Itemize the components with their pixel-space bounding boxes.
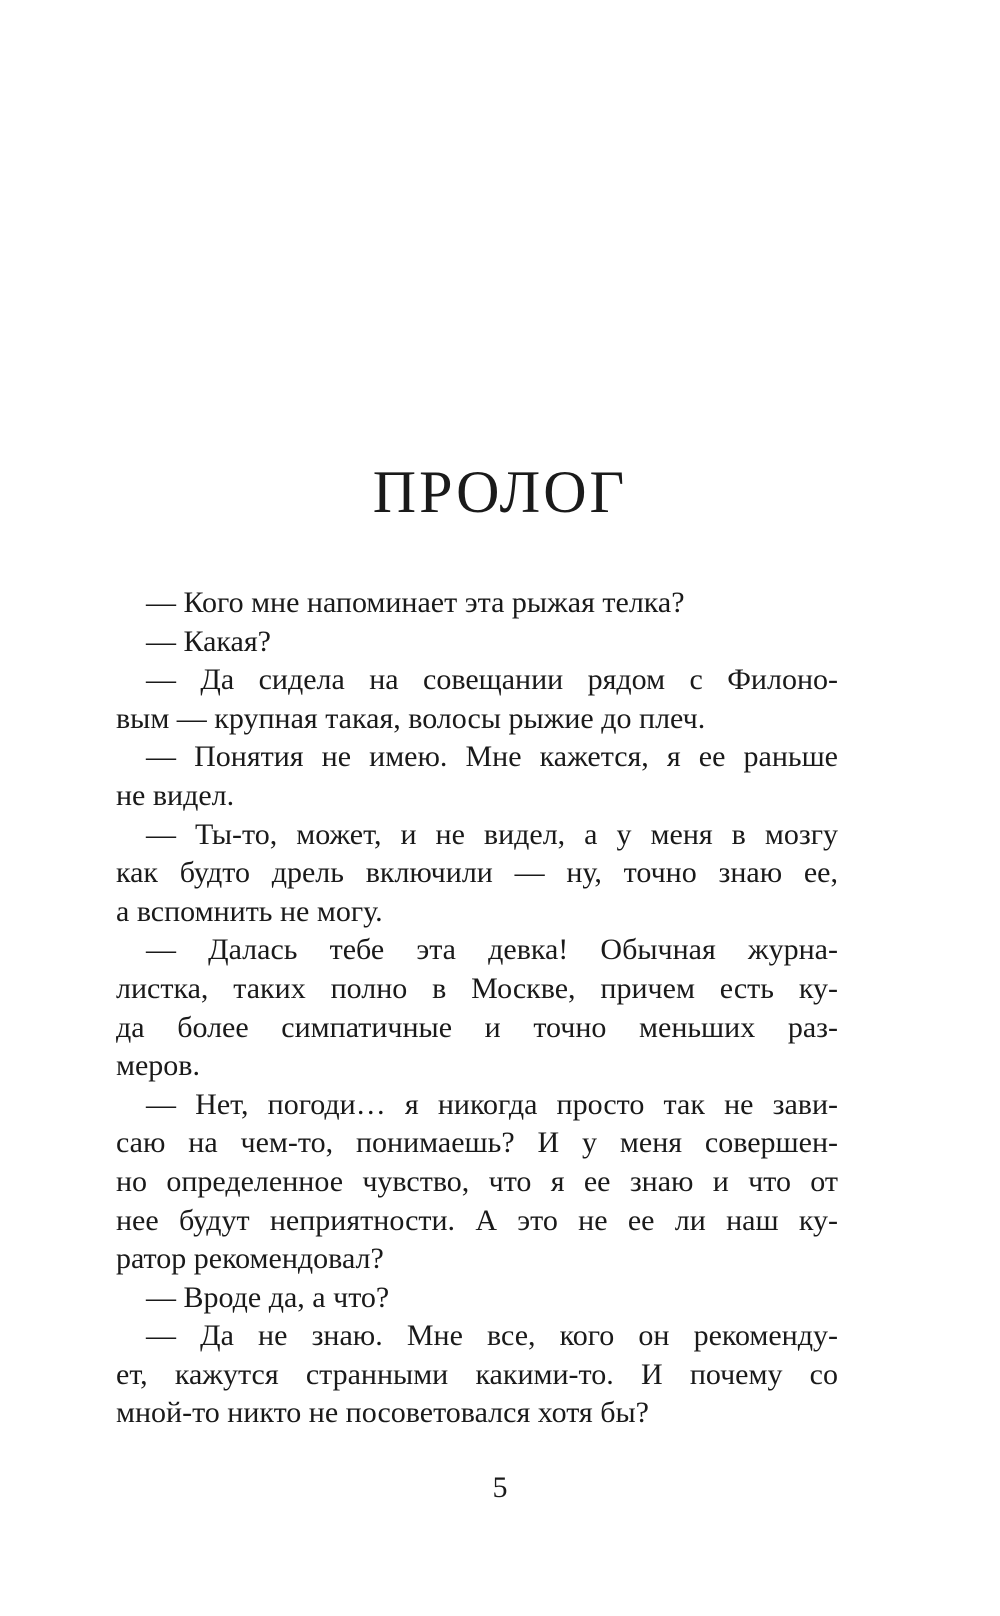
- text-line: — Вроде да, а что?: [146, 1280, 390, 1314]
- text-line: листка, таких полно в Москве, причем есть ку-: [116, 971, 838, 1005]
- chapter-title: ПРОЛОГ: [372, 459, 628, 525]
- text-line: а вспомнить не могу.: [116, 894, 383, 928]
- text-line: — Далась тебе эта девка! Обычная журна-: [146, 933, 838, 967]
- text-line: но определенное чувство, что я ее знаю и что от: [116, 1164, 838, 1198]
- text-line: ратор рекомендовал?: [116, 1242, 384, 1276]
- page-number: 5: [492, 1471, 508, 1504]
- text-line: меров.: [116, 1049, 200, 1083]
- text-line: — Да не знаю. Мне все, кого он рекоменду-: [146, 1319, 838, 1353]
- text-line: ет, кажутся странными какими-то. И почему со: [116, 1357, 838, 1391]
- prologue-text: [116, 584, 838, 1433]
- text-line: не видел.: [116, 778, 235, 812]
- text-line: — Какая?: [146, 624, 271, 658]
- text-line: да более симпатичные и точно меньших раз-: [116, 1010, 838, 1044]
- text-line: — Да сидела на совещании рядом с Филоно-: [146, 663, 838, 697]
- text-line: как будто дрель включили — ну, точно знаю ее,: [116, 856, 838, 890]
- text-line: вым — крупная такая, волосы рыжие до плеч.: [116, 701, 706, 735]
- text-line: мной-то никто не посоветовался хотя бы?: [116, 1396, 649, 1430]
- text-line: — Ты-то, может, и не видел, а у меня в мозгу: [146, 817, 838, 851]
- text-line: — Понятия не имею. Мне кажется, я ее раньше: [146, 740, 838, 774]
- text-line: саю на чем-то, понимаешь? И у меня совершен-: [116, 1126, 838, 1160]
- text-line: — Кого мне напоминает эта рыжая телка?: [146, 586, 685, 619]
- text-line: нее будут неприятности. А это не ее ли наш ку-: [116, 1203, 838, 1237]
- text-line: — Нет, погоди… я никогда просто так не зави-: [146, 1087, 838, 1121]
